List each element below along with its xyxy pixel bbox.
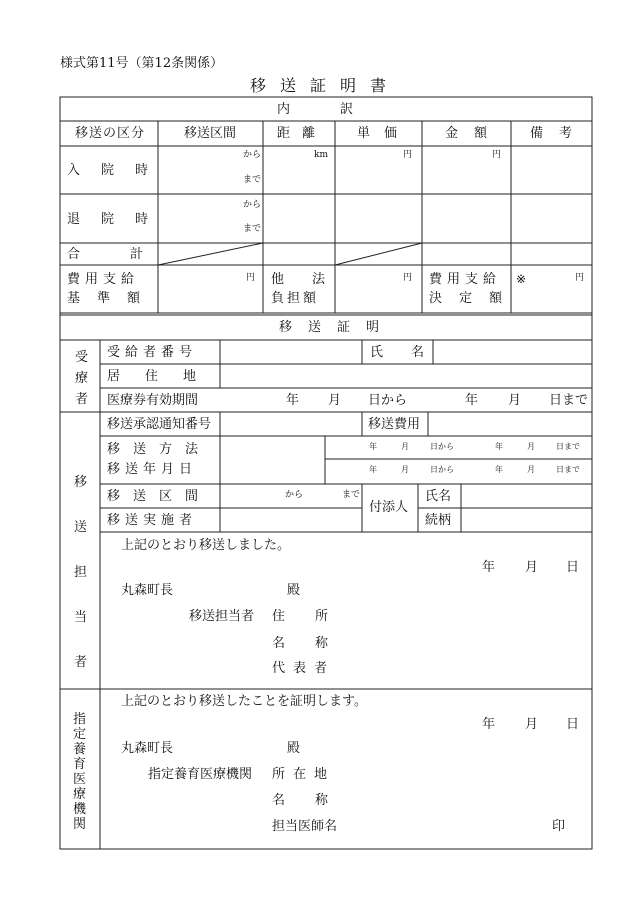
col-header-unit-price: 単価 xyxy=(357,126,412,141)
relationship-label: 続柄 xyxy=(425,513,452,528)
date-end-year: 年 xyxy=(495,465,503,474)
implementer-label: 移送実施者 xyxy=(107,513,198,528)
recipient-number-label: 受給者番号 xyxy=(107,345,198,360)
validity-label: 医療券有効期間 xyxy=(107,393,199,408)
transfer-representative-label: 代表者 xyxy=(272,661,336,676)
institution-year: 年 xyxy=(482,717,496,732)
institution-day: 日 xyxy=(566,717,580,732)
standard-amount-label-2: 基準額 xyxy=(67,291,158,306)
admission-amount-yen: 円 xyxy=(492,150,502,160)
validity-end-year: 年 xyxy=(465,393,479,408)
transfer-day: 日 xyxy=(566,560,580,575)
address-label: 居住地 xyxy=(107,369,222,384)
method-end-year: 年 xyxy=(495,442,503,451)
approval-number-label: 移送承認通知番号 xyxy=(107,417,212,432)
transfer-person-label: 移送担当者 xyxy=(189,609,255,624)
transfer-side-label: 移送担当者 xyxy=(74,475,88,670)
col-header-category: 移送の区分 xyxy=(75,126,146,141)
decided-amount-label-2: 決定額 xyxy=(429,291,520,306)
date-start-day: 日から xyxy=(430,465,454,474)
institution-month: 月 xyxy=(525,717,539,732)
transfer-statement: 上記のとおり移送しました。 xyxy=(121,538,291,553)
institution-mayor: 丸森町長 xyxy=(121,741,174,756)
method-start-day: 日から xyxy=(430,442,454,451)
date-end-day: 日まで xyxy=(556,465,580,474)
standard-amount-label-1: 費用支給 xyxy=(67,272,140,287)
route-from: から xyxy=(285,490,304,500)
col-header-remarks: 備考 xyxy=(530,126,589,141)
transfer-name-label: 名称 xyxy=(272,636,359,651)
admission-to: まで xyxy=(243,175,262,185)
route-to: まで xyxy=(342,490,361,500)
validity-end-day: 日まで xyxy=(549,393,589,408)
col-header-amount: 金額 xyxy=(445,126,504,141)
validity-end-month: 月 xyxy=(508,393,522,408)
recipient-name-label: 氏名 xyxy=(370,345,453,360)
method-start-year: 年 xyxy=(369,442,377,451)
institution-side-label: 指定養育医療機関 xyxy=(73,712,87,832)
recipient-side-label: 受療者 xyxy=(75,350,89,407)
transfer-cost-label: 移送費用 xyxy=(368,417,421,432)
standard-amount-yen: 円 xyxy=(246,273,256,283)
transfer-month: 月 xyxy=(525,560,539,575)
method-end-day: 日まで xyxy=(556,442,580,451)
transfer-residence-label: 住所 xyxy=(272,609,359,624)
validity-start-year: 年 xyxy=(286,393,300,408)
form-number: 様式第11号（第12条関係） xyxy=(60,56,224,71)
institution-location-label: 所在地 xyxy=(272,767,336,782)
date-end-month: 月 xyxy=(527,465,535,474)
remarks-yen: 円 xyxy=(575,273,585,283)
admission-from: から xyxy=(243,150,262,160)
transfer-year: 年 xyxy=(482,560,496,575)
route-label: 移送区間 xyxy=(107,489,212,504)
other-law-label-2: 負担額 xyxy=(271,291,320,306)
admission-unit-yen: 円 xyxy=(403,150,413,160)
remarks-asterisk: ※ xyxy=(516,272,527,286)
row-label-admission: 入院時 xyxy=(67,163,170,178)
transfer-honorific: 殿 xyxy=(287,583,301,598)
date-start-year: 年 xyxy=(369,465,377,474)
discharge-from: から xyxy=(243,200,262,210)
col-header-route: 移送区間 xyxy=(184,126,237,141)
discharge-to: まで xyxy=(243,224,262,234)
validity-start-month: 月 xyxy=(328,393,342,408)
institution-label: 指定養育医療機関 xyxy=(148,767,253,782)
row-label-discharge: 退院時 xyxy=(67,212,170,227)
institution-statement: 上記のとおり移送したことを証明します。 xyxy=(121,694,367,709)
decided-amount-label-1: 費用支給 xyxy=(429,272,502,287)
row-label-total: 合計 xyxy=(67,247,194,262)
method-end-month: 月 xyxy=(527,442,535,451)
transfer-mayor: 丸森町長 xyxy=(121,583,174,598)
other-law-label-1: 他法 xyxy=(271,272,354,287)
method-label: 移送方法 xyxy=(107,442,212,457)
method-start-month: 月 xyxy=(401,442,409,451)
institution-name-label: 名称 xyxy=(272,793,359,808)
attendant-label: 付添人 xyxy=(369,500,409,515)
attendant-name-label: 氏名 xyxy=(425,489,452,504)
seal-mark: 印 xyxy=(552,819,566,834)
col-header-distance: 距離 xyxy=(277,126,328,141)
date-start-month: 月 xyxy=(401,465,409,474)
institution-honorific: 殿 xyxy=(287,741,301,756)
page-title: 移送証明書 xyxy=(250,76,401,95)
breakdown-header: 内訳 xyxy=(277,102,404,117)
certificate-header: 移送証明 xyxy=(279,320,396,335)
date-label: 移送年月日 xyxy=(107,462,198,477)
doctor-label: 担当医師名 xyxy=(272,819,338,834)
validity-start-day: 日から xyxy=(368,393,408,408)
other-law-yen: 円 xyxy=(403,273,413,283)
admission-km: km xyxy=(314,150,328,160)
